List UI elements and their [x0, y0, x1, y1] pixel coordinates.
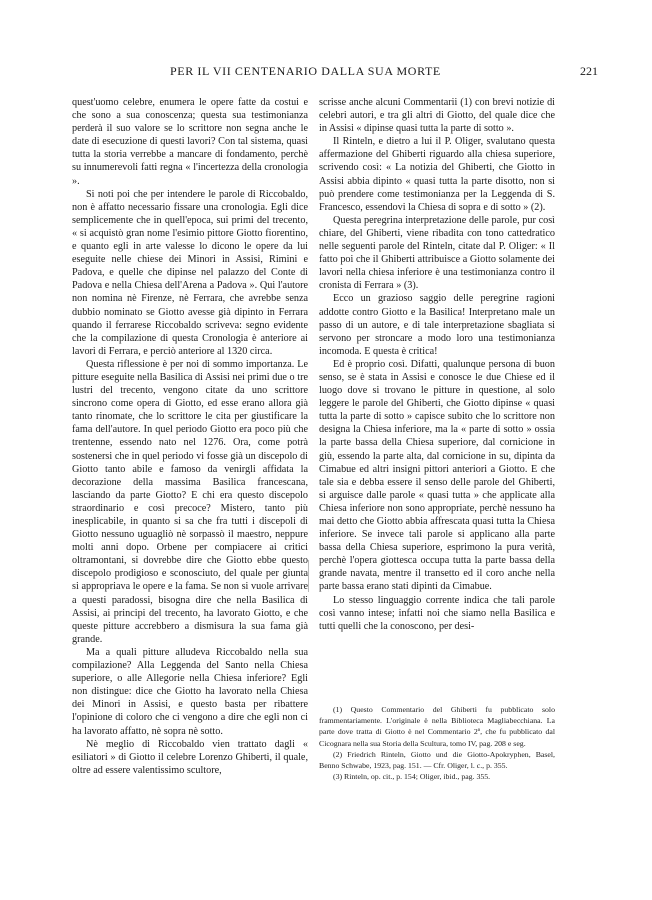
column-divider: [308, 560, 309, 592]
paragraph: Ed è proprio così. Difatti, qualunque persona di buon senso, se è stata in Assisi e conosce le due Chiese ed il luogo dove si trovano le pitture in questione, al solo leggere le parole del Ghiberti, che Giotto dipinse « quasi tutta la parte di sotto » capisce subito che lo scrittore non designa la Chiesa inferiore, ma la « parte di sotto » ossia la parte bassa della Chiesa superiore, dal cornicione in giù, essendo la parte alta, dal cornicione in su, dipinta da Cimabue ed altri insigni pittori anteriori a Giotto. E che tale sia e debba essere il senso delle parole del Ghiberti, si arguisce dalle parole « quasi tutta » che applicate alla Chiesa inferiore non sono appropriate, perchè nessuno ha mai detto che Giotto abbia affrescata quasi tutta la Chiesa inferiore. Se invece tali parole si applicano alla parte bassa della Chiesa superiore, esprimono la pura verità, perchè l'opera giottesca occupa tutta la parte bassa della grande navata, mentre il transetto ed il coro anche nella parte bassa erano stati dipinti da Cimabue.: [319, 358, 555, 593]
paragraph: quest'uomo celebre, enumera le opere fatte da costui e che sono a sua conoscenza; questa sua testimonianza perderà il suo valore se lo scrittore non segna anche le date di esecuzione di questi lavori? Con tal sistema, quasi tutta la storia verrebbe a mancare di fondamento, perchè su innumerevoli fatti regna « l'incertezza della cronologia ».: [72, 97, 308, 187]
paragraph: Ecco un grazioso saggio delle peregrine ragioni addotte contro Giotto e la Basilica! Interpretano male un passo di un autore, e di tale interpretazione sbagliata si servono per stroncare a modo loro una testimonianza incomoda. E questa è critica!: [319, 293, 555, 357]
paragraph: Si noti poi che per intendere le parole di Riccobaldo, non è affatto necessario fissare una cronologia. Egli dice semplicemente che in quell'epoca, sui primi del trecento, « si acquistò gran nome l'esimio pittore Giotto fiorentino, e quanto egli in arte valesse lo dicono le opere da lui eseguite nelle chiese dei Minori in Assisi, Rimini e Padova, e quelle che dipinse nel palazzo del Conte di Padova e nella Chiesa dell'Arena a Padova ». Qui l'autore non nomina nè Firenze, nè Ferrara, che avrebbe senza dubbio nominato se Giotto avesse già dipinto in Ferrara quando il ferrarese Riccobaldo scriveva: segno evidente che la compilazione di questa Cronologia è anteriore ai lavori di Ferrara, e perciò anteriore al 1320 circa.: [72, 188, 308, 357]
left-column: [72, 96, 308, 777]
running-title: PER IL VII CENTENARIO DALLA SUA MORTE: [170, 64, 441, 78]
page-number: 221: [580, 64, 598, 78]
footnote: (1) Questo Commentario del Ghiberti fu pubblicato solo frammentariamente. L'originale è nella Biblioteca Magliabecchiana. La parte dove tratta di Giotto è nel Commentario 2º, che fu pubblicato dal Cicognara nella sua Storia della Scultura, tomo IV, pag. 208 e seg.: [319, 705, 555, 748]
paragraph: scrisse anche alcuni Commentarii (1) con brevi notizie di celebri autori, e tra gli altri di Giotto, del quale dice che in Assisi « dipinse quasi tutta la parte di sotto ».: [319, 97, 555, 135]
paragraph: Questa peregrina interpretazione delle parole, pur così chiare, del Ghiberti, viene ribadita con tono cattedratico nelle seguenti parole del Rinteln, citate dal P. Oliger: « Il fatto poi che il Ghiberti attribuisce a Giotto solamente dei lavori nella chiesa inferiore è una testimonianza contro il cronista di Ferrara » (3).: [319, 214, 555, 292]
paragraph: Nè meglio di Riccobaldo vien trattato dagli « esiliatori » di Giotto il celebre Lorenzo Ghiberti, il quale, oltre ad essere valentissimo scultore,: [72, 738, 308, 776]
footnotes: [319, 704, 555, 782]
footnote: (2) Friedrich Rinteln, Giotto und die Giotto-Apokryphen, Basel, Benno Schwabe, 1923, pag. 151. — Cfr. Oliger, l. c., p. 355.: [319, 749, 555, 771]
paragraph: Questa riflessione è per noi di sommo importanza. Le pitture eseguite nella Basilica di Assisi nei primi due o tre lustri del trecento, vengono citate da uno scrittore sincrono come opera di Giotto, ed esse erano allora già tanto rinomate, che lo scrittore le cita per giustificare la fama dell'autore. In quel periodo Giotto era poco più che trentenne, essendo nato nel 1276. Ora, come potrà sostenersi che in quel periodo vi fosse già un discepolo di Giotto tanto abile e famoso da venirgli affidata la decorazione della massima Basilica francescana, lasciando da parte Giotto? E chi era questo discepolo straordinario e così precoce? Mistero, tanto più inesplicabile, in quanto si sa che fra tutti i discepoli di Giotto nessuno uguagliò nè sorpassò il maestro, neppure molti anni dopo. Orbene per compiacere ai critici oltramontani, si dovrebbe dire che Giotto ebbe questo discepolo prodigioso e sconosciuto, del quale per giunta si appropriava le opere e la fama. Se non si vuole arrivare a questi paradossi, bisogna dire che nella Basilica di Assisi, ai principi del trecento, ha lavorato Giotto, e che queste pitture accrebbero a dismisura la sua fama già grande.: [72, 358, 308, 645]
running-head: [60, 64, 598, 82]
paragraph: Ma a quali pitture alludeva Riccobaldo nella sua compilazione? Alla Leggenda del Santo nella Chiesa superiore, o alle Allegorie nella Chiesa inferiore? Egli non distingue: dice che Giotto ha lavorato nella Chiesa dei Minori in Assisi, e questo basta per ribattere l'opinione di coloro che ci vengono a dire che egli non ci ha lavorato affatto, nè sopra nè sotto.: [72, 646, 308, 737]
paragraph: Lo stesso linguaggio corrente indica che tali parole così vanno intese; infatti noi che siamo nella Basilica e tutti quelli che la conoscono, per desi-: [319, 594, 555, 632]
footnote: (3) Rinteln, op. cit., p. 154; Oliger, ibid., pag. 355.: [333, 772, 491, 782]
right-column: [319, 96, 555, 633]
paragraph: Il Rinteln, e dietro a lui il P. Oliger, svalutano questa affermazione del Ghiberti riguardo alla chiesa superiore, scrivendo così: « La notizia del Ghiberti, che Giotto in Assisi abbia dipinto « quasi tutta la parte disotto, non si può prendere come testimonianza per la Leggenda di S. Francesco, essendovi la Chiesa di sopra e di sotto » (2).: [319, 136, 555, 213]
